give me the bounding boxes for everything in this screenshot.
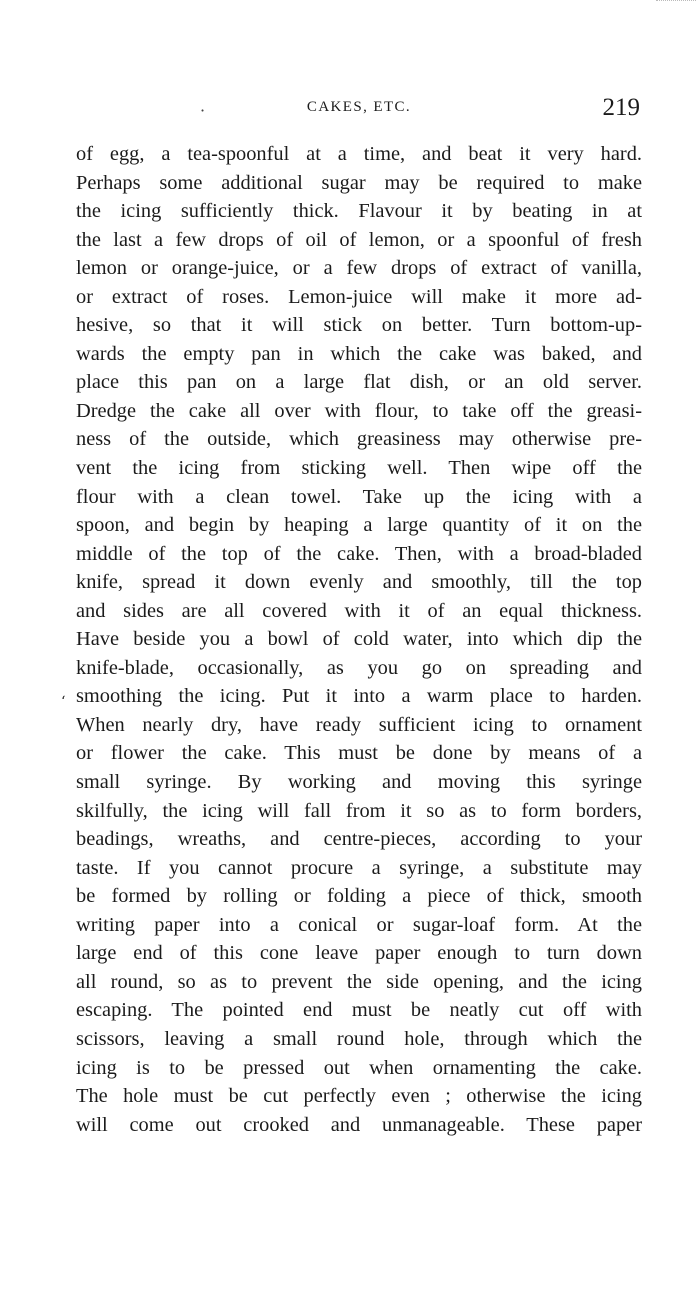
text-line: the icing sufficiently thick. Flavour it by beating in at bbox=[76, 200, 642, 223]
text-line: of egg, a tea-spoonful at a time, and beat it very hard. bbox=[76, 143, 642, 165]
text-line: the last a few drops of oil of lemon, or a spoonful of fresh bbox=[76, 228, 642, 251]
text-line: skilfully, the icing will fall from it so as to form borders, bbox=[76, 799, 642, 822]
text-line: taste. If you cannot procure a syringe, a substitute may bbox=[76, 856, 642, 879]
text-line: ness of the outside, which greasiness may otherwise pre- bbox=[76, 428, 642, 451]
text-line: vent the icing from sticking well. Then wipe off the bbox=[76, 457, 642, 480]
text-line: small syringe. By working and moving this syringe bbox=[76, 771, 642, 794]
text-line: Dredge the cake all over with flour, to take off the greasi- bbox=[76, 399, 642, 422]
text-line: and sides are all covered with it of an equal thickness. bbox=[76, 599, 642, 622]
text-line: spoon, and begin by heaping a large quantity of it on the bbox=[76, 514, 642, 537]
text-line: scissors, leaving a small round hole, through which the bbox=[76, 1027, 642, 1050]
margin-mark: ʻ bbox=[61, 694, 66, 710]
text-line: writing paper into a conical or sugar-loaf form. At the bbox=[76, 913, 642, 936]
text-line: hesive, so that it will stick on better. Turn bottom-up- bbox=[76, 314, 642, 337]
body-text bbox=[76, 140, 642, 1139]
text-line: flour with a clean towel. Take up the icing with a bbox=[76, 485, 642, 508]
text-line: will come out crooked and unmanageable. These paper bbox=[76, 1113, 642, 1136]
text-line: beadings, wreaths, and centre-pieces, according to your bbox=[76, 828, 642, 851]
text-line: Have beside you a bowl of cold water, into which dip the bbox=[76, 628, 642, 651]
text-line: place this pan on a large flat dish, or an old server. bbox=[76, 371, 642, 394]
text-line: be formed by rolling or folding a piece of thick, smooth bbox=[76, 885, 642, 908]
text-line: The hole must be cut perfectly even ; otherwise the icing bbox=[76, 1085, 642, 1108]
page-number: 219 bbox=[602, 94, 640, 121]
text-line: When nearly dry, have ready sufficient icing to ornament bbox=[76, 713, 642, 736]
text-line: knife-blade, occasionally, as you go on spreading and bbox=[76, 656, 642, 679]
page-corner-mark bbox=[656, 0, 696, 5]
text-line: Perhaps some additional sugar may be required to make bbox=[76, 171, 642, 194]
text-line: knife, spread it down evenly and smoothly, till the top bbox=[76, 571, 642, 594]
chapter-title: CAKES, ETC. bbox=[306, 99, 412, 115]
text-line: lemon or orange-juice, or a few drops of extract of vanilla, bbox=[76, 257, 642, 280]
text-line: escaping. The pointed end must be neatly cut off with bbox=[76, 999, 642, 1022]
head-bullet: · bbox=[200, 101, 206, 120]
text-line: or flower the cake. This must be done by means of a bbox=[76, 742, 642, 765]
text-line: large end of this cone leave paper enough to turn down bbox=[76, 942, 642, 965]
text-line: smoothing the icing. Put it into a warm place to harden. bbox=[76, 685, 642, 708]
running-head bbox=[76, 95, 642, 129]
text-line: all round, so as to prevent the side opening, and the icing bbox=[76, 970, 642, 993]
text-line: icing is to be pressed out when ornamenting the cake. bbox=[76, 1056, 642, 1079]
text-line: or extract of roses. Lemon-juice will make it more ad- bbox=[76, 285, 642, 308]
text-line: middle of the top of the cake. Then, with a broad-bladed bbox=[76, 542, 642, 565]
text-line: wards the empty pan in which the cake was baked, and bbox=[76, 342, 642, 365]
